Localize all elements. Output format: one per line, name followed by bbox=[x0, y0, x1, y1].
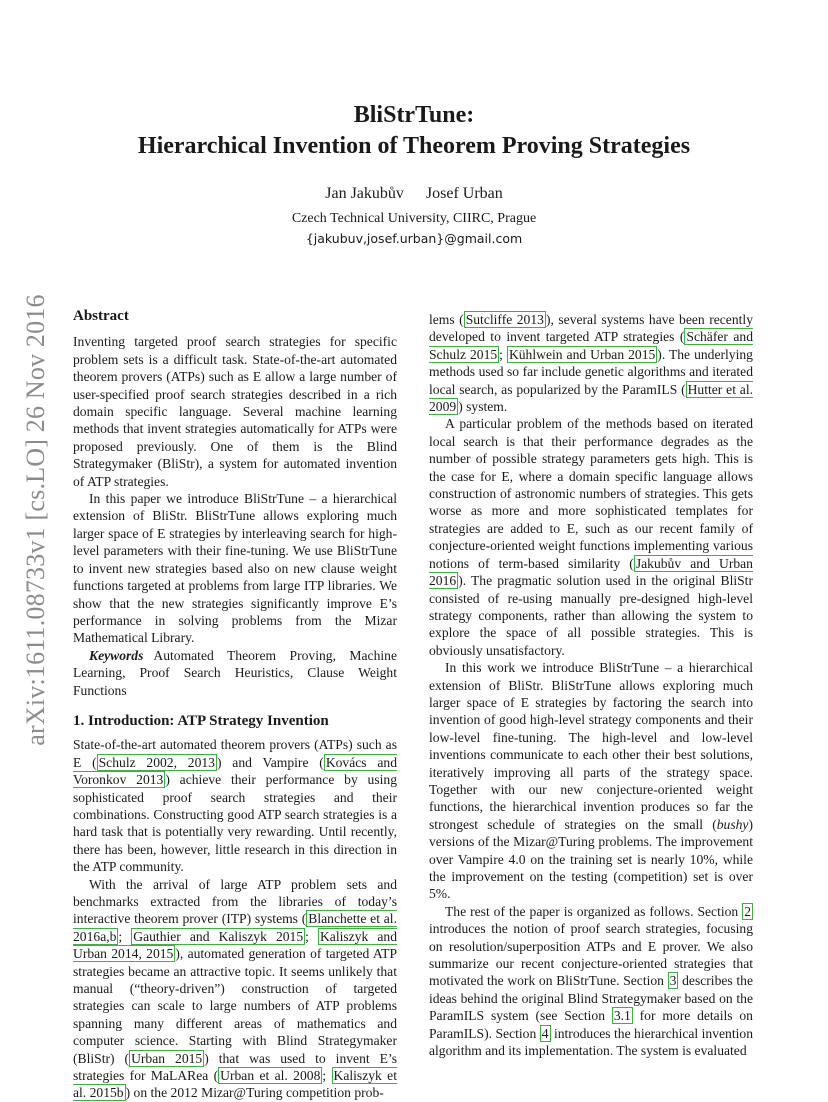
citation-link[interactable]: Kühlwein and Urban 2015 bbox=[508, 346, 656, 362]
keywords bbox=[73, 647, 397, 699]
section-heading-introduction: 1. Introduction: ATP Strategy Invention bbox=[73, 712, 329, 729]
citation-link[interactable]: Jakubův and Urban 2016 bbox=[429, 555, 753, 589]
author-list bbox=[74, 185, 754, 203]
section-link[interactable]: 2 bbox=[744, 903, 751, 919]
right-paragraph-1: lems ( Sutcliffe 2013 ), several systems have been recently developed to invent targeted ATP strategies ( Schäfer and Schulz 2015 ; Kühlwein and Urban 2015 ). The underlying methods used so far include genetic algorithms and iterated local search, as popularized by the ParamILS ( Hutter et al. 2009 ) system. bbox=[429, 312, 753, 415]
title-line-2: Hierarchical Invention of Theorem Proving Strategies bbox=[137, 133, 691, 159]
author-1: Jan Jakubův bbox=[325, 185, 404, 202]
section-link[interactable]: 3 bbox=[669, 973, 677, 989]
right-paragraph-3: In this work we introduce BliStrTune – a hierarchical extension of BliStr. BliStrTune allows exploring much larger space of E strategies by factoring the search into invention of good high-level strategy components and their low-level fine-tuning. The high-level and low-level inventions communicate to each other their best solutions, iteratively improving all parts of the strategy space. Together with our new conjecture-oriented weight functions, the hierarchical invention produces so far the strongest schedule of strategies on the small (bushy) versions of the Mizar@Turing problems. The improvement over Vampire 4.0 on the training set is nearly 10%, while the improvement on the testing (competition) set is over 5%. bbox=[429, 660, 753, 902]
email: {jakubuv,josef.urban}@gmail.com bbox=[305, 231, 523, 246]
arxiv-identifier bbox=[14, 270, 58, 770]
keywords-text: Automated Theorem Proving, Machine Learning, Proof Search Heuristics, Clause Weight Functions bbox=[73, 647, 397, 698]
abstract-paragraph-2: In this paper we introduce BliStrTune – a hierarchical extension of BliStr. BliStrTune allows exploring much larger space of E strategies by interleaving search for high-level parameters with their fine-tuning. We use BliStrTune to invent new strategies based also on new clause weight functions targeted at problems from large ITP libraries. We show that the new strategies significantly improve E’s performance in solving problems from the Mizar Mathematical Library. bbox=[73, 491, 397, 646]
right-paragraph-4: The rest of the paper is organized as follows. Section 2 introduces the notion of proof search strategies, focusing on resolution/superposition ATPs and E prover. We also summarize our recent conjecture-oriented strategies that motivated the work on BliStrTune. Section 3 describes the ideas behind the original Blind Strategymaker based on the ParamILS system (see Section 3.1 for more details on ParamILS). Section 4 introduces the hierarchical invention algorithm and its implementation. The system is evaluated bbox=[429, 903, 753, 1059]
abstract-paragraph-1: Inventing targeted proof search strategies for specific problem sets is a difficult task. State-of-the-art automated theorem provers (ATPs) such as E allow a large number of user-specified proof search strategies described in a rich domain specific language. Several machine learning methods that invent strategies automatically for ATPs were proposed previously. One of them is the Blind Strategymaker (BliStr), a system for automated invention of ATP strategies. bbox=[73, 334, 397, 489]
right-column bbox=[429, 311, 753, 1059]
affiliation: Czech Technical University, CIIRC, Prague bbox=[291, 211, 537, 226]
citation-link[interactable]: Hutter et al. 2009 bbox=[429, 381, 753, 415]
abstract-heading: Abstract bbox=[73, 308, 129, 324]
citation-link[interactable]: Kaliszyk and Urban 2014, 2015 bbox=[73, 928, 397, 962]
citation-link[interactable]: Urban et al. 2008 bbox=[220, 1068, 321, 1084]
citation-link[interactable]: Gauthier and Kaliszyk 2015 bbox=[133, 928, 304, 944]
citation-link[interactable]: Schäfer and Schulz 2015 bbox=[429, 329, 753, 362]
author-2: Josef Urban bbox=[425, 185, 503, 202]
keywords-label: Keywords bbox=[89, 647, 144, 663]
right-paragraph-2: A particular problem of the methods based on iterated local search is that their performance degrades as the number of possible strategy parameters gets high. This is the case for E, where a domain specific language allows construction of astronomic numbers of strategies. This gets worse as more and more sophisticated templates for strategies are added to E, such as our recent family of conjecture-oriented weight functions implementing various notions of term-based similarity ( Jakubův and Urban 2016 ). The pragmatic solution used in the original BliStr consisted of re-using manually pre-designed high-level strategy components, rather than allowing the system to explore the space of all possible strategies. This is obviously unsatisfactory. bbox=[429, 416, 753, 658]
title-line-1: BliStrTune: bbox=[353, 102, 475, 128]
citation-link[interactable]: Kovács and Voronkov 2013 bbox=[73, 754, 397, 788]
intro-paragraph-2: With the arrival of large ATP problem sets and benchmarks extracted from the libraries of today’s interactive theorem prover (ITP) systems ( Blanchette et al. 2016a,b ; Gauthier and Kaliszyk 2015 ; Kaliszyk and Urban 2014, 2015 ), automated generation of targeted ATP strategies became an attractive topic. It seems unlikely that manual (“theory-driven”) construction of targeted strategies can scale to large numbers of ATP problems spanning many different areas of mathematics and computer science. Starting with Blind Strategymaker (BliStr) ( Urban 2015 ) that was used to invent E’s strategies for MaLARea ( Urban et al. 2008 ; Kaliszyk et al. 2015b ) on the 2012 Mizar@Turing competition prob- bbox=[73, 876, 398, 1101]
arxiv-identifier-text: arXiv:1611.08733v1 [cs.LO] 26 Nov 2016 bbox=[21, 294, 50, 746]
left-column bbox=[73, 308, 397, 1102]
section-link[interactable]: 3.1 bbox=[613, 1008, 631, 1024]
citation-link[interactable]: Kaliszyk et al. 2015b bbox=[73, 1068, 397, 1101]
citation-link[interactable]: Sutcliffe 2013 bbox=[465, 312, 544, 327]
citation-link[interactable]: Schulz 2002, 2013 bbox=[98, 754, 215, 770]
citation-link[interactable]: Blanchette et al. 2016a,b bbox=[73, 911, 397, 944]
intro-paragraph-1: State-of-the-art automated theorem provers (ATPs) such as E ( Schulz 2002, 2013 ) and Vampire ( Kovács and Voronkov 2013 ) achieve their performance by using sophisticated proof search strategies and their combinations. Constructing good ATP search strategies is a hard task that is potentially very rewarding. Until recently, there has been, however, little research in this direction in the ATP community. bbox=[73, 737, 397, 875]
paper-title bbox=[74, 100, 754, 162]
section-link[interactable]: 4 bbox=[541, 1025, 549, 1041]
citation-link[interactable]: Urban 2015 bbox=[131, 1050, 203, 1066]
